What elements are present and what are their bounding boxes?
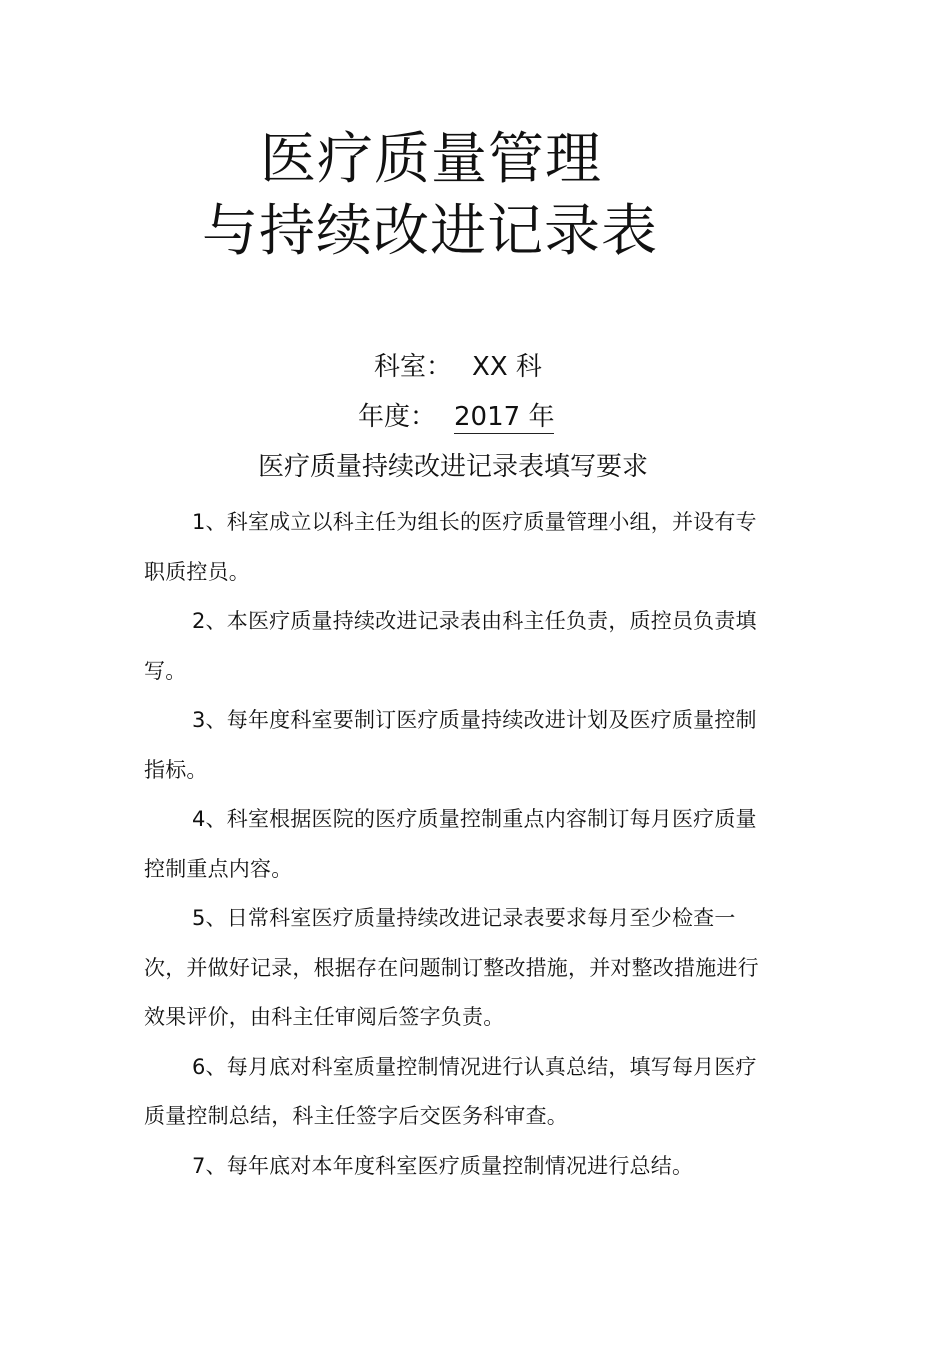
requirement-item-4: 4、科室根据医院的医疗质量控制重点内容制订每月医疗质量控制重点内容。: [144, 807, 757, 881]
requirement-item-3: 3、每年度科室要制订医疗质量持续改进计划及医疗质量控制指标。: [144, 708, 757, 782]
department-line: [374, 350, 542, 384]
requirement-item-6: 6、每月底对科室质量控制情况进行认真总结，填写每月医疗质量控制总结，科主任签字后交医务科审查。: [144, 1054, 757, 1128]
requirement-item-2: 2、本医疗质量持续改进记录表由科主任负责，质控员负责填写。: [144, 609, 757, 683]
year-line: [358, 400, 554, 434]
document-title-line-2: 与持续改进记录表: [202, 199, 658, 264]
department-value: XX 科: [472, 352, 542, 382]
requirement-item-1: 1、科室成立以科主任为组长的医疗质量管理小组，并设有专职质控员。: [144, 510, 757, 584]
year-label: 年度：: [358, 402, 437, 432]
year-value: 2017 年: [454, 402, 555, 432]
requirement-item-7: 7、每年底对本年度科室医疗质量控制情况进行总结。: [192, 1153, 694, 1178]
requirements-list: [144, 498, 760, 1191]
document-title-line-1: 医疗质量管理: [260, 127, 602, 192]
department-label: 科室：: [374, 352, 453, 382]
requirement-item-5: 5、日常科室医疗质量持续改进记录表要求每月至少检查一次，并做好记录，根据存在问题制订整改措施，并对整改措施进行效果评价，由科主任审阅后签字负责。: [144, 906, 759, 1029]
requirements-heading: 医疗质量持续改进记录表填写要求: [258, 452, 649, 482]
